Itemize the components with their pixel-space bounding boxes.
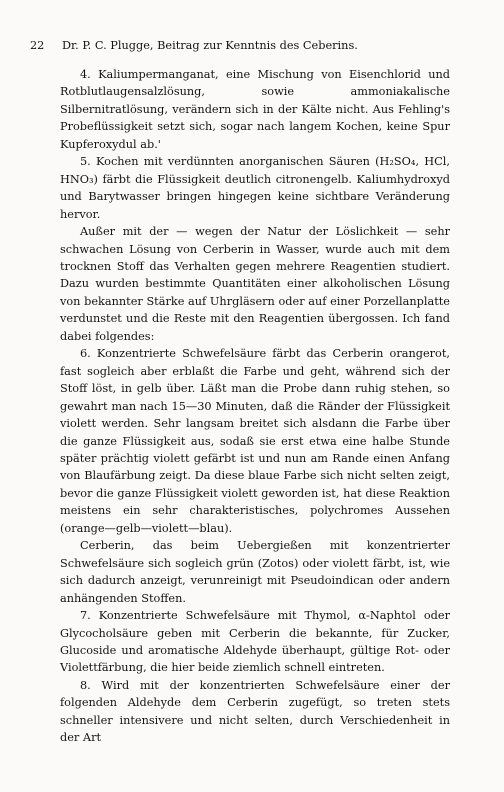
- paragraph-4-kaliumpermanganat: 4. Kaliumpermanganat, eine Mischung von Eisenchlorid und Rotblutlaugensalzlösung, sowie ammoniakalische Silbernitratlösung, verändern sich in der Kälte nicht. Aus Fehling's Probeflüssigkeit setzt sich, sogar nach langem Kochen, keine Spur Kupferoxydul ab.': [60, 68, 450, 151]
- paragraph-6-schwefelsaeure: 6. Konzentrierte Schwefelsäure färbt das Cerberin orangerot, fast sogleich aber erblaßt die Farbe und geht, während sich der Stoff löst, in gelb über. Läßt man die Probe dann ruhig stehen, so gewahrt man nach 15—30 Minuten, daß die Ränder der Flüssigkeit violett werden. Sehr langsam breitet sich alsdann die Farbe über die ganze Flüssigkeit aus, sodaß sie erst etwa eine halbe Stunde später prächtig violett gefärbt ist und nun am Rande einen Anfang von Blaufärbung zeigt. Da diese blaue Farbe sich nicht selten zeigt, bevor die ganze Flüssigkeit violett geworden ist, hat diese Reaktion meistens ein sehr charakteristisches, polychromes Aussehen (orange—gelb—violett—blau).: [60, 347, 450, 535]
- paragraph-trockner-stoff: Außer mit der — wegen der Natur der Löslichkeit — sehr schwachen Lösung von Cerberin in Wasser, wurde auch mit dem trocknen Stoff das Verhalten gegen mehrere Reagentien studiert. Dazu wurden bestimmte Quantitäten einer alkoholischen Lösung von bekannter Stärke auf Uhrgläsern oder auf einer Porzellanplatte verdunstet und die Reste mit den Reagentien übergossen. Ich fand dabei folgendes:: [60, 225, 450, 343]
- running-header: [30, 39, 480, 52]
- paragraph-8-aldehyde: 8. Wird mit der konzentrierten Schwefelsäure einer der folgenden Aldehyde dem Cerberin zugefügt, so treten stets schneller intensivere und nicht selten, durch Verschiedenheit in der Art: [60, 678, 450, 745]
- paragraph-5-kochen-mit-saeuren: 5. Kochen mit verdünnten anorganischen Säuren (H₂SO₄, HCl, HNO₃) färbt die Flüssigkeit deutlich citronengelb. Kaliumhydroxyd und Barytwasser bringen hingegen keine sichtbare Veränderung hervor.: [60, 155, 450, 221]
- paragraph-cerberin-verunreinigt: Cerberin, das beim Uebergießen mit konzentrierter Schwefelsäure sich sogleich grün (Zotos) oder violett färbt, ist, wie sich dadurch anzeigt, verunreinigt mit Pseudoindican oder andern anhängenden Stoffen.: [60, 539, 450, 605]
- running-title: Dr. P. C. Plugge, Beitrag zur Kenntnis des Ceberins.: [61, 39, 358, 52]
- body-text: [60, 66, 450, 747]
- paragraph-7-thymol: 7. Konzentrierte Schwefelsäure mit Thymol, α-Naphtol oder Glycocholsäure geben mit Cerberin die bekannte, für Zucker, Glucoside und aromatische Aldehyde überhaupt, gültige Rot- oder Violettfärbung, die hier beide ziemlich schnell eintreten.: [60, 609, 450, 675]
- page-number: 22: [30, 39, 45, 52]
